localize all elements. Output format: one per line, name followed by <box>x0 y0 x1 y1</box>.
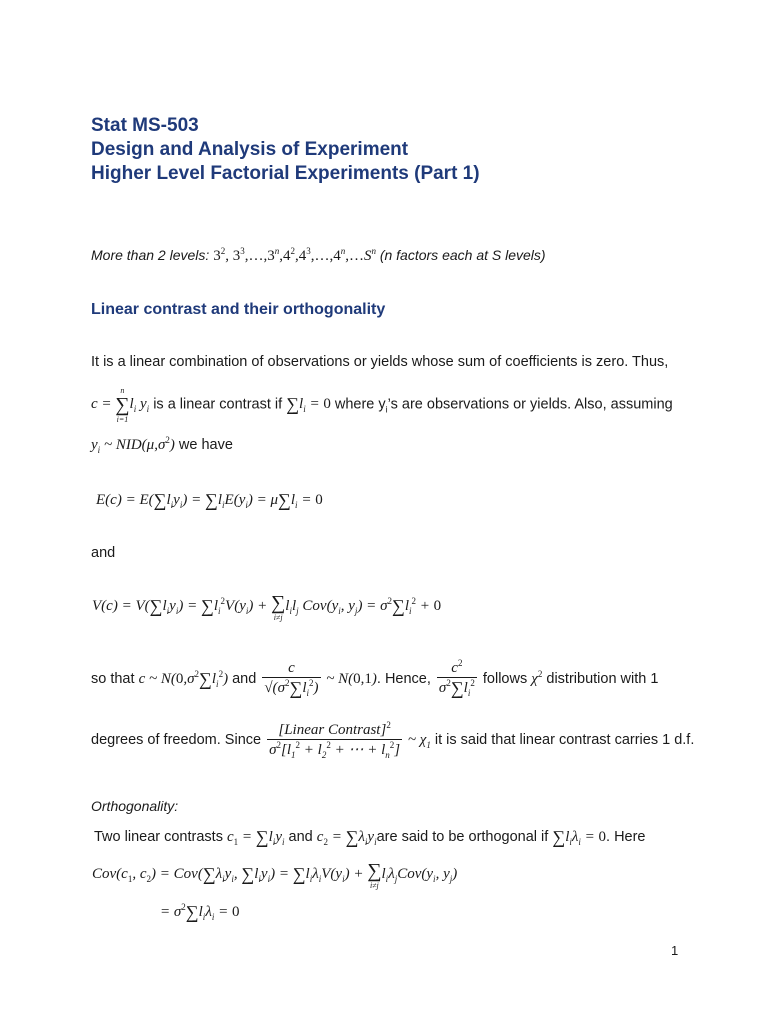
doc-title-topic: Higher Level Factorial Experiments (Part 1) <box>91 163 480 184</box>
contrast-text: is a linear contrast if <box>153 396 283 413</box>
dof-text: degrees of freedom. Since <box>91 731 262 748</box>
two-contrasts-text: Two linear contrasts <box>94 829 223 845</box>
doc-title-course: Stat MS-503 <box>91 115 199 136</box>
levels-suffix: (n factors each at S levels) <box>379 247 546 263</box>
sum-zero-formula: $\sum l_i = 0$ <box>286 394 331 415</box>
standardized-formula: $\frac{c}{√(\sigma^2\sum l_i^2)}$ ~ N(0,1) <box>264 660 377 698</box>
covariance-equation: $Cov(c_1$, $c_2) = Cov(\sum\lambda_iy_i$, $\sum l_iy_i) = \sum l_i\lambda_iV(y_i)$ + ∑ i≠j $l_i\lambda_jCov(y_i$, $y_j$) <box>92 860 458 890</box>
and-text-2: and <box>288 829 313 845</box>
and-word: and <box>91 545 116 561</box>
section-heading: Linear contrast and their orthogonality <box>91 301 386 318</box>
orthogonality-heading: Orthogonality: <box>91 798 179 814</box>
paragraph-definition: It is a linear combination of observations or yields whose sum of coefficients is zero. Thus, <box>91 354 669 370</box>
assumption-line <box>91 437 233 454</box>
covariance-result: = $\sigma^2\sum l_i\lambda_i = 0$ <box>160 902 240 922</box>
orthogonal-text: are said to be orthogonal if <box>376 829 549 845</box>
variance-equation: $V(c) = V(\sum l_iy_i) = \sum l_i^2V(y_i)$ + ∑ i≠j $l_il_j$ $Cov(y_i$, $y_j) = \sigma^2\sum l_i^2 + 0$ <box>92 592 442 622</box>
expectation-equation: $E(c) = E(\sum l_iy_i) = \sum l_iE(y_i) = \mu\sum l_i = 0$ <box>96 490 323 510</box>
page-number: 1 <box>671 943 679 958</box>
doc-title-subject: Design and Analysis of Experiment <box>91 139 409 160</box>
normal-dist-formula: c ~ $N(0,\sigma^2\sum l_i^2)$ <box>138 668 229 689</box>
orthogonality-condition: $\sum l_i\lambda_i = 0$ <box>552 827 607 847</box>
chi-square-symbol: $\chi^2$ <box>531 668 543 687</box>
linear-contrast-label: Linear Contrast <box>284 722 381 738</box>
distribution-line <box>91 660 658 699</box>
we-have-text: we have <box>178 437 233 453</box>
c1-formula: $c_1 = \sum l_iy_i$ <box>226 827 285 847</box>
where-text: where y <box>334 396 386 413</box>
levels-line <box>91 247 546 265</box>
levels-formula: $3^2$, $3^3,\dots,3^n,4^2,4^3,\dots,4^n,\dots S^n$ <box>213 246 376 264</box>
contrast-ss-formula: $\frac{[Linear Contrast]^2}{\sigma^2[l_1^2 + l_2^2 + \cdots + l_n^2]}$ ~ $\chi_1$ <box>269 720 431 760</box>
contrast-definition-line: c = n ∑ i=1 $l_i$ $y_i$ is a linear contrast if $\sum l_i = 0$ where $y_i’s$ are observations or yields. Also, assuming <box>91 386 673 424</box>
distribution-text: distribution with 1 <box>546 670 659 687</box>
and-text: and <box>232 670 257 687</box>
so-that-text: so that <box>91 670 135 687</box>
nid-formula: $y_i$ ~ $NID(\mu,\sigma^2)$ <box>91 435 175 455</box>
dof-line <box>91 722 694 759</box>
here-text: . Here <box>606 829 646 845</box>
orthogonality-line <box>94 827 646 848</box>
chi-square-ratio: $\frac{c^2}{\sigma^2\sum l_i^2}$ <box>438 658 475 698</box>
hence-text: . Hence, <box>376 670 431 687</box>
c2-formula: $c_2 = \sum\lambda_iy_i$ <box>316 827 377 847</box>
one-df-text: it is said that linear contrast carries 1 d.f. <box>434 731 695 748</box>
contrast-formula: c = n ∑ i=1 $l_i$ $y_i$ <box>91 386 150 424</box>
follows-text: follows <box>482 670 528 687</box>
observations-text: ’s are observations or yields. Also, assuming <box>387 396 673 413</box>
levels-prefix: More than 2 levels: <box>91 247 210 263</box>
